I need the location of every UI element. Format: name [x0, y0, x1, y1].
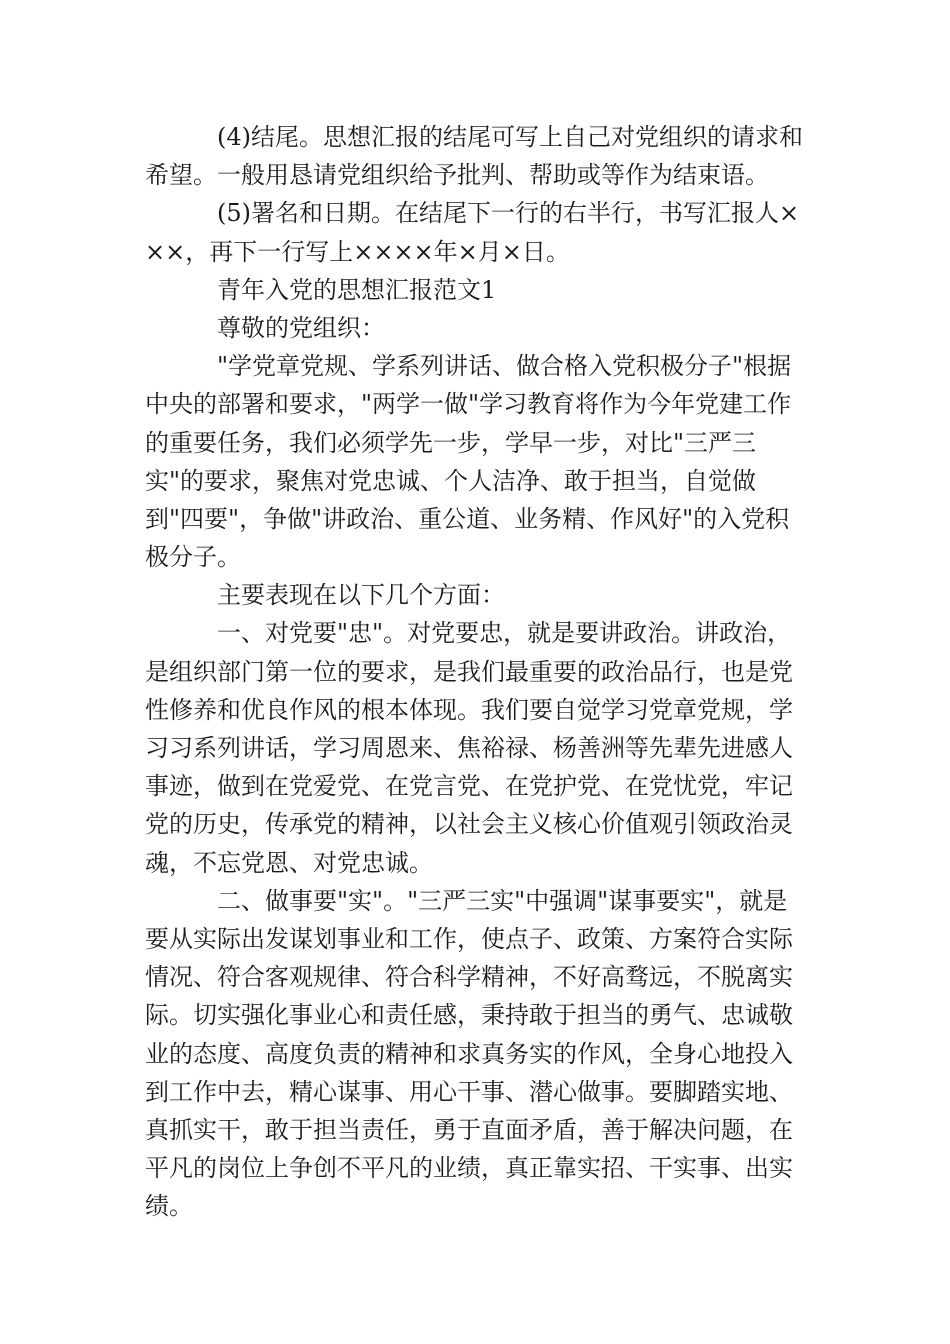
document-body	[145, 118, 805, 1225]
text-line: 魂，不忘党恩、对党忠诚。	[145, 848, 433, 877]
text-line: 极分子。	[145, 543, 241, 572]
text-line: 到"四要"，争做"讲政治、重公道、业务精、作风好"的入党积	[145, 504, 790, 533]
text-line: 业的态度、高度负责的精神和求真务实的作风，全身心地投入	[145, 1039, 793, 1068]
text-line: 的重要任务，我们必须学先一步，学早一步，对比"三严三	[145, 428, 757, 457]
text-line: (5)署名和日期。在结尾下一行的右半行，书写汇报人×	[217, 199, 800, 228]
text-line: 实"的要求，聚焦对党忠诚、个人洁净、敢于担当，自觉做	[145, 466, 757, 495]
text-line: 际。切实强化事业心和责任感，秉持敢于担当的勇气、忠诚敬	[145, 1001, 793, 1030]
text-line: 平凡的岗位上争创不平凡的业绩，真正靠实招、干实事、出实	[145, 1154, 793, 1183]
text-line: 事迹，做到在党爱党、在党言党、在党护党、在党忧党，牢记	[145, 772, 793, 801]
text-line: 中央的部署和要求，"两学一做"学习教育将作为今年党建工作	[145, 390, 792, 419]
text-line: 绩。	[145, 1192, 193, 1221]
text-line: 二、做事要"实"。"三严三实"中强调"谋事要实"，就是	[217, 886, 788, 915]
text-line: (4)结尾。思想汇报的结尾可写上自己对党组织的请求和	[217, 123, 803, 151]
text-line: 是组织部门第一位的要求，是我们最重要的政治品行，也是党	[145, 657, 793, 686]
text-line: ××，再下一行写上××××年×月×日。	[145, 237, 570, 266]
text-line: 情况、符合客观规律、符合科学精神，不好高骛远，不脱离实	[145, 963, 793, 992]
text-line: 性修养和优良作风的根本体现。我们要自觉学习党章党规，学	[145, 695, 793, 724]
text-line: 党的历史，传承党的精神，以社会主义核心价值观引领政治灵	[145, 810, 793, 839]
text-line: 要从实际出发谋划事业和工作，使点子、政策、方案符合实际	[145, 924, 793, 953]
text-line: 到工作中去，精心谋事、用心干事、潜心做事。要脚踏实地、	[145, 1077, 793, 1106]
text-line: 主要表现在以下几个方面：	[217, 581, 505, 610]
text-line: 真抓实干，敢于担当责任，勇于直面矛盾，善于解决问题，在	[145, 1115, 793, 1144]
text-line: "学党章党规、学系列讲话、做合格入党积极分子"根据	[217, 352, 792, 381]
text-line: 尊敬的党组织：	[217, 313, 385, 342]
text-line: 习习系列讲话，学习周恩来、焦裕禄、杨善洲等先辈先进感人	[145, 734, 793, 762]
text-line: 一、对党要"忠"。对党要忠，就是要讲政治。讲政治，	[217, 619, 792, 648]
text-line: 希望。一般用恳请党组织给予批判、帮助或等作为结束语。	[145, 161, 769, 190]
text-line: 青年入党的思想汇报范文1	[217, 275, 497, 304]
